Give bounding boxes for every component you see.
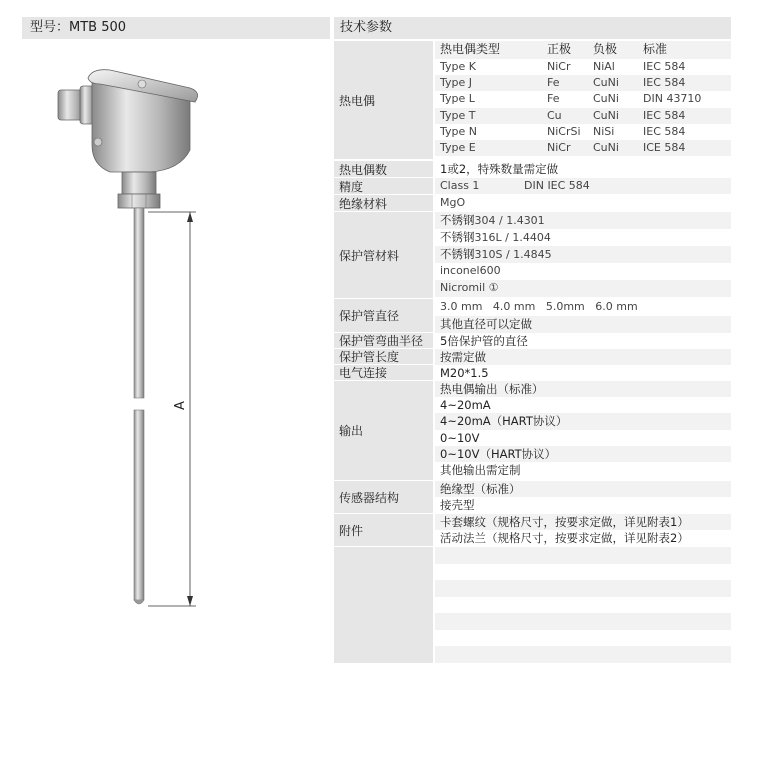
tc-cell: Type K xyxy=(440,60,476,73)
empty-label-column xyxy=(334,547,433,663)
row-insulation xyxy=(334,195,731,212)
label-output: 输出 xyxy=(334,381,433,480)
label-tc-count: 热电偶数 xyxy=(334,161,433,177)
tc-cell: CuNi xyxy=(593,92,619,106)
row-electrical xyxy=(334,365,731,381)
empty-rows xyxy=(334,547,731,663)
tc-cell: Fe xyxy=(547,92,560,106)
tc-cell: Type L xyxy=(440,92,475,106)
tc-header-positive: 正极 xyxy=(547,42,572,56)
label-insulation: 绝缘材料 xyxy=(334,195,433,211)
accuracy-standard: DIN IEC 584 xyxy=(524,179,590,192)
output-item: 热电偶输出（标准） xyxy=(440,382,544,396)
bend-radius-value: 5倍保护管的直径 xyxy=(440,334,528,348)
tc-row-e xyxy=(435,140,731,156)
label-sheath-length: 保护管长度 xyxy=(334,349,433,364)
tc-cell: Type J xyxy=(440,76,473,90)
output-item: 其他输出需定制 xyxy=(440,462,521,477)
tc-cell: Type T xyxy=(440,108,476,122)
row-sheath-diameter xyxy=(334,299,731,333)
output-item: 4~20mA（HART协议） xyxy=(440,414,568,429)
tc-cell: Fe xyxy=(547,76,560,90)
tc-cell: NiSi xyxy=(593,124,615,138)
tc-cell: IEC 584 xyxy=(643,60,686,73)
tc-cell: CuNi xyxy=(593,108,619,122)
row-tc-count xyxy=(334,161,731,178)
output-item: 0~10V（HART协议） xyxy=(440,446,557,461)
row-sheath-length xyxy=(334,349,731,365)
row-output xyxy=(334,381,731,481)
sensor-structure-item: 接壳型 xyxy=(440,498,475,513)
sheath-diameter-custom: 其他直径可以定做 xyxy=(440,317,532,331)
tc-header-negative: 负极 xyxy=(593,42,618,56)
tc-row-l xyxy=(435,91,731,107)
tc-cell: IEC 584 xyxy=(643,76,686,90)
label-sensor-structure: 传感器结构 xyxy=(334,481,433,513)
row-sensor-structure xyxy=(334,481,731,514)
tc-cell: CuNi xyxy=(593,140,619,154)
sheath-diameter-values: 3.0 mm 4.0 mm 5.0mm 6.0 mm xyxy=(440,300,638,313)
tc-cell: Cu xyxy=(547,108,562,122)
label-sheath-diameter: 保护管直径 xyxy=(334,299,433,332)
sheath-material-cn: 不锈钢 xyxy=(440,213,475,227)
spec-table xyxy=(334,41,731,663)
insulation-value: MgO xyxy=(440,196,466,209)
tc-cell: CuNi xyxy=(593,76,619,90)
output-item: 4~20mA xyxy=(440,398,491,413)
sheath-material-en: 310S / 1.4845 xyxy=(474,248,552,261)
tc-header-type: 热电偶类型 xyxy=(440,42,501,56)
tc-count-value: 1或2，特殊数量需定做 xyxy=(440,162,559,176)
tc-cell: ICE 584 xyxy=(643,140,686,154)
tc-cell: NiCr xyxy=(547,60,571,73)
tc-cell: NiCrSi xyxy=(547,124,581,138)
accuracy-class: Class 1 xyxy=(440,179,480,192)
sheath-material-en: inconel600 xyxy=(440,264,501,277)
label-accessories: 附件 xyxy=(334,514,433,546)
tc-row-j xyxy=(435,75,731,91)
thermocouple-probe-drawing xyxy=(40,60,210,620)
tc-header-standard: 标准 xyxy=(643,42,668,56)
sheath-material-cn: 不锈钢 xyxy=(440,247,475,261)
sheath-material-en: Nicromil ① xyxy=(440,281,499,294)
label-accuracy: 精度 xyxy=(334,178,433,194)
tc-row-k xyxy=(435,59,731,75)
model-header: 型号：MTB 500 xyxy=(22,17,330,39)
sheath-material-en: 316L / 1.4404 xyxy=(474,231,551,244)
sheath-material-cn: 不锈钢 xyxy=(440,230,475,244)
label-thermocouple: 热电偶 xyxy=(334,41,433,159)
row-thermocouple xyxy=(334,41,731,161)
tc-header-row xyxy=(435,41,731,59)
tc-row-t xyxy=(435,108,731,124)
tech-params-header: 技术参数 xyxy=(334,17,731,39)
tc-cell: IEC 584 xyxy=(643,124,686,138)
tc-cell: NiCr xyxy=(547,140,571,154)
label-bend-radius: 保护管弯曲半径 xyxy=(334,333,433,348)
dimension-a-label: A xyxy=(172,401,188,410)
label-electrical: 电气连接 xyxy=(334,365,433,380)
row-accuracy xyxy=(334,178,731,195)
accessory-item: 活动法兰（规格尺寸，按要求定做，详见附表2） xyxy=(440,531,689,546)
tc-cell: IEC 584 xyxy=(643,108,686,122)
electrical-value: M20*1.5 xyxy=(440,366,489,380)
output-item: 0~10V xyxy=(440,430,480,445)
tc-cell: Type E xyxy=(440,140,476,154)
accessory-item: 卡套螺纹（规格尺寸，按要求定做，详见附表1） xyxy=(440,515,689,529)
label-sheath-material: 保护管材料 xyxy=(334,212,433,298)
row-accessories xyxy=(334,514,731,547)
sheath-length-value: 按需定做 xyxy=(440,350,486,364)
tc-cell: DIN 43710 xyxy=(643,92,702,106)
tc-cell: NiAl xyxy=(593,60,615,73)
sheath-material-en: 304 / 1.4301 xyxy=(474,214,545,227)
sensor-structure-item: 绝缘型（标准） xyxy=(440,482,521,496)
row-sheath-material xyxy=(334,212,731,299)
row-bend-radius xyxy=(334,333,731,349)
tc-row-n xyxy=(435,124,731,140)
tc-cell: Type N xyxy=(440,124,477,138)
